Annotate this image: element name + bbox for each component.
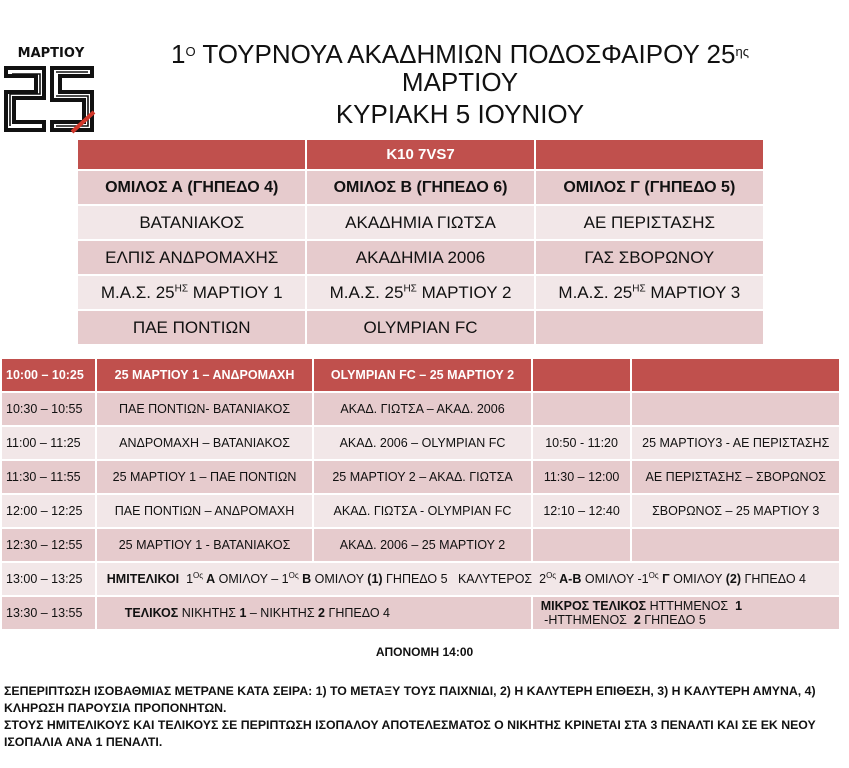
header-cell — [535, 139, 764, 170]
group-g-time — [532, 358, 632, 392]
team-cell: Μ.Α.Σ. $25^{H\Sigma}$ ΜΑΡΤΙΟΥ 1 — [77, 275, 306, 310]
group-g: ΟΜΙΛΟΣ Γ (ΓΗΠΕΔΟ 5) — [535, 170, 764, 205]
team-cell: ΑΕ ΠΕΡΙΣΤΑΣΗΣ — [535, 205, 764, 240]
title-main: ΤΟΥΡΝΟΥΑ ΑΚΑΔΗΜΙΩΝ ΠΟΔΟΣΦΑΙΡΟΥ 25 — [195, 39, 736, 69]
group-g-time: 11:30 – 12:00 — [532, 460, 632, 494]
group-g-match — [631, 358, 840, 392]
schedule-row — [1, 528, 840, 562]
team-cell: ΒΑΤΑΝΙΑΚΟΣ — [77, 205, 306, 240]
schedule-time: 10:00 – 10:25 — [1, 358, 96, 392]
title-line-3: ΚΥΡΙΑΚΗ 5 ΙΟΥΝΙΟΥ — [335, 99, 585, 129]
team-cell: Μ.Α.Σ. $25^{H\Sigma}$ ΜΑΡΤΙΟΥ 2 — [306, 275, 534, 310]
group-a-match: 25 ΜΑΡΤΙΟΥ 1 – ΠΑΕ ΠΟΝΤΙΩΝ — [96, 460, 314, 494]
group-names-row — [77, 170, 764, 205]
final-description: ΤΕΛΙΚΟΣ ΝΙΚΗΤΗΣ 1 – ΝΙΚΗΤΗΣ 2 ΓΗΠΕΔΟ 4 — [96, 596, 532, 630]
team-cell: Μ.Α.Σ. $25^{H\Sigma}$ ΜΑΡΤΙΟΥ 3 — [535, 275, 764, 310]
group-g-time — [532, 528, 632, 562]
group-a-match: ΑΝΔΡΟΜΑΧΗ – ΒΑΤΑΝΙΑΚΟΣ — [96, 426, 314, 460]
schedule-time: 12:00 – 12:25 — [1, 494, 96, 528]
schedule-row — [1, 426, 840, 460]
group-b-match: 25 ΜΑΡΤΙΟΥ 2 – ΑΚΑΔ. ΓΙΩΤΣΑ — [313, 460, 531, 494]
schedule-row — [1, 460, 840, 494]
title-line-2: ΜΑΡΤΙΟΥ — [401, 67, 519, 97]
team-row — [77, 310, 764, 345]
award-ceremony: ΑΠΟΝΟΜΗ 14:00 — [375, 645, 474, 659]
group-g-time: 12:10 – 12:40 — [532, 494, 632, 528]
schedule-time: 13:00 – 13:25 — [1, 562, 96, 596]
header-cell — [77, 139, 306, 170]
tiebreak-note: ΣΕΠΕΡΙΠΤΩΣΗ ΙΣΟΒΑΘΜΙΑΣ ΜΕΤΡΑΝΕ ΚΑΤΑ ΣΕΙΡΑ: 1) ΤΟ ΜΕΤΑΞΥ ΤΟΥΣ ΠΑΙΧΝΙΔΙ, 2) Η ΚΑΛΥΤΕΡΗ ΕΠΙΘΕΣΗ, 3) Η ΚΑΛΥΤΕΡΗ ΑΜΥΝΑ, 4) ΚΛΗΡΩΣΗ ΠΑΡΟΥΣΙΑ ΠΡΟΠΟΝΗΤΩΝ. — [4, 684, 816, 715]
schedule-time: 12:30 – 12:55 — [1, 528, 96, 562]
schedule-row — [1, 392, 840, 426]
group-g-match: 25 ΜΑΡΤΙΟΥ3 - ΑΕ ΠΕΡΙΣΤΑΣΗΣ — [631, 426, 840, 460]
logo-top-text: ΜΑΡΤΙΟΥ — [17, 46, 85, 61]
team-cell — [535, 310, 764, 345]
finals-row — [1, 596, 840, 630]
team-row — [77, 275, 764, 310]
team-cell: ΑΚΑΔΗΜΙΑ ΓΙΩΤΣΑ — [306, 205, 534, 240]
group-a-match: 25 ΜΑΡΤΙΟΥ 1 - ΒΑΤΑΝΙΑΚΟΣ — [96, 528, 314, 562]
group-g-match: ΑΕ ΠΕΡΙΣΤΑΣΗΣ – ΣΒΟΡΩΝΟΣ — [631, 460, 840, 494]
group-g-match: ΣΒΟΡΩΝΟΣ – 25 ΜΑΡΤΙΟΥ 3 — [631, 494, 840, 528]
team-cell: ΠΑΕ ΠΟΝΤΙΩΝ — [77, 310, 306, 345]
group-b-match: ΑΚΑΔ. ΓΙΩΤΣΑ - OLYMPIAN FC — [313, 494, 531, 528]
group-g-match — [631, 392, 840, 426]
title-ordinal-sup: Ο — [185, 44, 196, 59]
schedule-time: 13:30 – 13:55 — [1, 596, 96, 630]
groups-table — [76, 138, 765, 346]
group-g-time — [532, 392, 632, 426]
group-b: ΟΜΙΛΟΣ Β (ΓΗΠΕΔΟ 6) — [306, 170, 534, 205]
group-b-match: ΑΚΑΔ. 2006 – 25 ΜΑΡΤΙΟΥ 2 — [313, 528, 531, 562]
category-label: K10 7VS7 — [306, 139, 534, 170]
group-a: ΟΜΙΛΟΣ Α (ΓΗΠΕΔΟ 4) — [77, 170, 306, 205]
semifinals-row — [1, 562, 840, 596]
group-g-time: 10:50 - 11:20 — [532, 426, 632, 460]
semifinals-description: ΗΜΙΤΕΛΙΚΟΙ $1^{O\varsigma}$ Α ΟΜΙΛΟΥ – $1^{O\varsigma}$ Β ΟΜΙΛΟΥ (1) ΓΗΠΕΔΟ 5 ΚΑΛΥΤΕΡΟΣ $2^{O\varsigma}$ Α-Β ΟΜΙΛΟΥ $-1^{O\varsigma}$ Γ ΟΜΙΛΟΥ (2) ΓΗΠΕΔΟ 4 — [96, 562, 840, 596]
schedule-time: 10:30 – 10:55 — [1, 392, 96, 426]
schedule-time: 11:00 – 11:25 — [1, 426, 96, 460]
notes — [4, 683, 834, 751]
schedule-row — [1, 358, 840, 392]
group-b-match: OLYMPIAN FC – 25 ΜΑΡΤΙΟΥ 2 — [313, 358, 531, 392]
team-cell: ΕΛΠΙΣ ΑΝΔΡΟΜΑΧΗΣ — [77, 240, 306, 275]
small-final-description: ΜΙΚΡΟΣ ΤΕΛΙΚΟΣ ΗΤΤΗΜΕΝΟΣ 1 -ΗΤΤΗΜΕΝΟΣ 2 ΓΗΠΕΔΟ 5 — [532, 596, 840, 630]
team-row — [77, 205, 764, 240]
team-cell: ΑΚΑΔΗΜΙΑ 2006 — [306, 240, 534, 275]
penalty-note: ΣΤΟΥΣ ΗΜΙΤΕΛΙΚΟΥΣ ΚΑΙ ΤΕΛΙΚΟΥΣ ΣΕ ΠΕΡΙΠΤΩΣΗ ΙΣΟΠΑΛΟΥ ΑΠΟΤΕΛΕΣΜΑΤΟΣ Ο ΝΙΚΗΤΗΣ ΚΡΙΝΕΤΑΙ ΣΤΑ 3 ΠΕΝΑΛΤΙ ΚΑΙ ΣΕ ΕΚ ΝΕΟΥ ΙΣΟΠΑΛΙΑ ΑΝΑ 1 ΠΕΝΑΛΤΙ. — [4, 718, 816, 749]
tournament-logo — [2, 46, 98, 134]
group-b-match: ΑΚΑΔ. 2006 – OLYMPIAN FC — [313, 426, 531, 460]
logo-25-graphic — [2, 62, 98, 134]
team-cell: OLYMPIAN FC — [306, 310, 534, 345]
category-header-row — [77, 139, 764, 170]
schedule-row — [1, 494, 840, 528]
group-a-match: ΠΑΕ ΠΟΝΤΙΩΝ- ΒΑΤΑΝΙΑΚΟΣ — [96, 392, 314, 426]
schedule-table — [0, 357, 841, 631]
group-b-match: ΑΚΑΔ. ΓΙΩΤΣΑ – ΑΚΑΔ. 2006 — [313, 392, 531, 426]
title-sup: ης — [735, 44, 749, 59]
group-a-match: 25 ΜΑΡΤΙΟΥ 1 – ΑΝΔΡΟΜΑΧΗ — [96, 358, 314, 392]
group-g-match — [631, 528, 840, 562]
title-ordinal: 1 — [171, 39, 186, 69]
group-a-match: ΠΑΕ ΠΟΝΤΙΩΝ – ΑΝΔΡΟΜΑΧΗ — [96, 494, 314, 528]
team-cell: ΓΑΣ ΣΒΟΡΩΝΟΥ — [535, 240, 764, 275]
schedule-time: 11:30 – 11:55 — [1, 460, 96, 494]
team-row — [77, 240, 764, 275]
